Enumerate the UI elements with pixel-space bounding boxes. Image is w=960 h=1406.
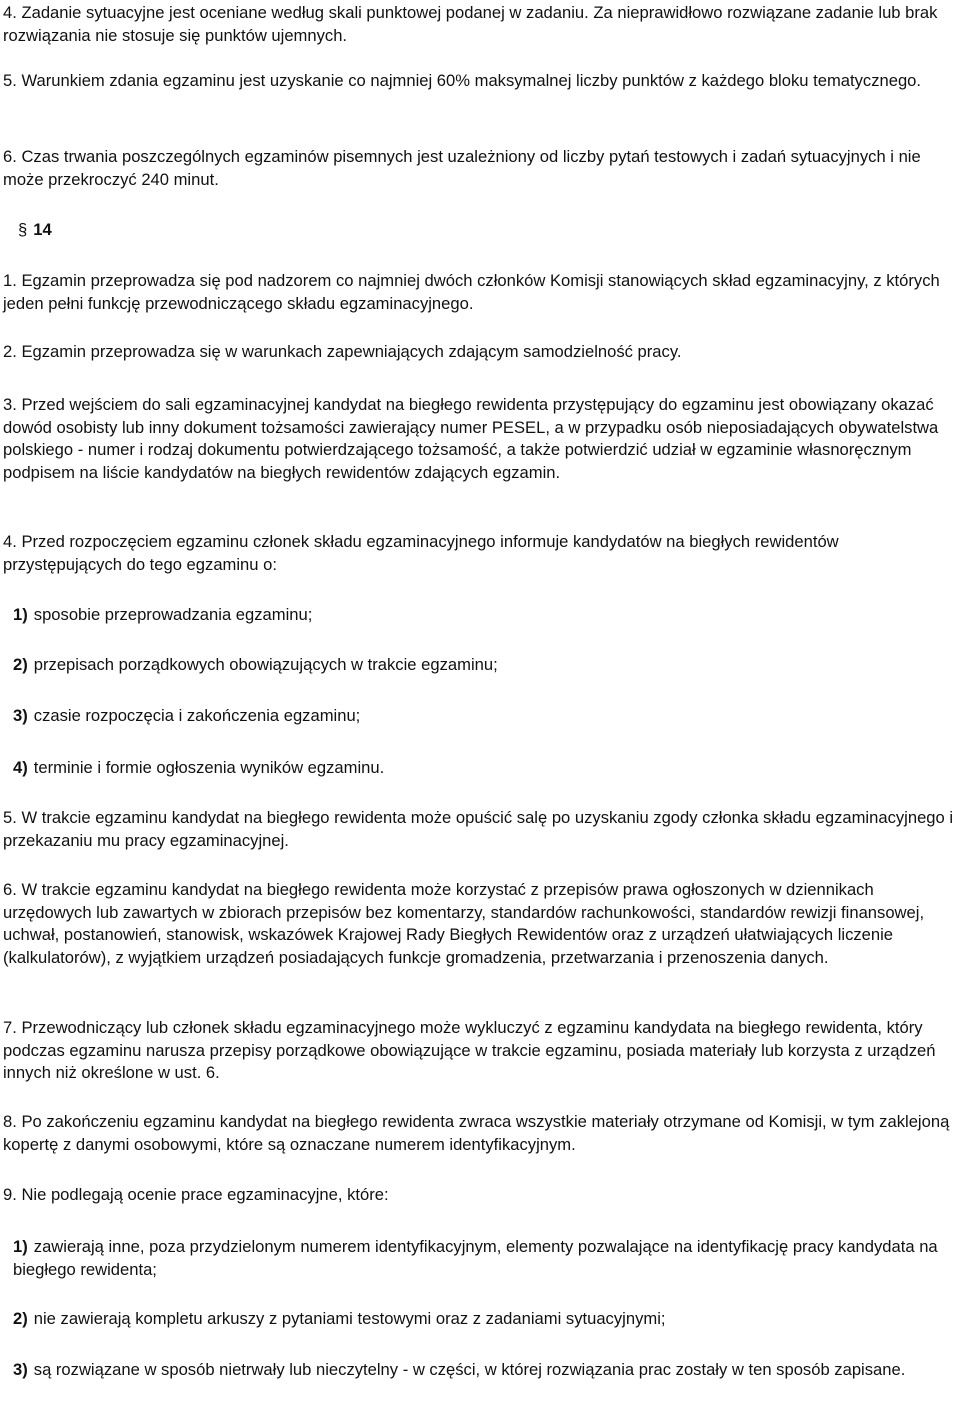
list-item-number: 3) [13, 706, 28, 725]
s14-paragraph-2: 2. Egzamin przeprowadza się w warunkach zapewniających zdającym samodzielność pracy. [3, 342, 682, 361]
list-item [13, 1359, 958, 1382]
section-symbol: § [18, 220, 28, 239]
list-item [13, 654, 498, 677]
list-item [13, 705, 360, 728]
s14-paragraph-3: 3. Przed wejściem do sali egzaminacyjnej kandydat na biegłego rewidenta przystępujący do egzaminu jest obowiązany okazać dowód osobisty lub inny dokument tożsamości zawierający numer PESEL, a w przypadku osób nieposiadających obywatelstwa polskiego - numer i rodzaj dokumentu potwierdzającego tożsamość, a także potwierdzić udział w egzaminie własnoręcznym podpisem na liście kandydatów na biegłych rewidentów zdających egzamin. [3, 395, 939, 482]
list-item-number: 1) [13, 1237, 28, 1256]
list-item-text: przepisach porządkowych obowiązujących w trakcie egzaminu; [33, 655, 498, 674]
list-item [13, 1308, 958, 1331]
s14-paragraph-4: 4. Przed rozpoczęciem egzaminu członek składu egzaminacyjnego informuje kandydatów na biegłych rewidentów przystępujących do tego egzaminu o: [3, 532, 839, 574]
list-item-text: sposobie przeprowadzania egzaminu; [33, 605, 313, 624]
list-item-text: czasie rozpoczęcia i zakończenia egzaminu; [33, 706, 361, 725]
section-number: 14 [33, 220, 52, 239]
list-item [13, 604, 312, 627]
s14-paragraph-9: 9. Nie podlegają ocenie prace egzaminacyjne, które: [3, 1185, 389, 1204]
list-item-number: 2) [13, 655, 28, 674]
list-item-text: nie zawierają kompletu arkuszy z pytaniami testowymi oraz z zadaniami sytuacyjnymi; [33, 1309, 666, 1328]
list-item-number: 2) [13, 1309, 28, 1328]
list-item-text: są rozwiązane w sposób nietrwały lub nieczytelny - w części, w której rozwiązania prac zostały w ten sposób zapisane. [33, 1360, 906, 1379]
list-item [13, 1236, 958, 1281]
paragraph-5: 5. Warunkiem zdania egzaminu jest uzyskanie co najmniej 60% maksymalnej liczby punktów z każdego bloku tematycznego. [3, 71, 922, 90]
list-item-number: 4) [13, 758, 28, 777]
list-item [13, 757, 384, 780]
section-heading-14 [16, 219, 52, 242]
s14-paragraph-6: 6. W trakcie egzaminu kandydat na biegłego rewidenta może korzystać z przepisów prawa ogłoszonych w dziennikach urzędowych lub zawartych w zbiorach przepisów bez komentarzy, standardów rachunkowości, standardów rewizji finansowej, uchwał, postanowień, stanowisk, wskazówek Krajowej Rady Biegłych Rewidentów oraz z urządzeń ułatwiających liczenie (kalkulatorów), z wyjątkiem urządzeń posiadających funkcje gromadzenia, przetwarzania i przenoszenia danych. [3, 880, 925, 967]
s14-paragraph-8: 8. Po zakończeniu egzaminu kandydat na biegłego rewidenta zwraca wszystkie materiały otrzymane od Komisji, w tym zaklejoną kopertę z danymi osobowymi, które są oznaczane numerem identyfikacyjnym. [3, 1112, 950, 1154]
paragraph-6: 6. Czas trwania poszczególnych egzaminów pisemnych jest uzależniony od liczby pytań testowych i zadań sytuacyjnych i nie może przekroczyć 240 minut. [3, 147, 921, 189]
list-item-text: zawierają inne, poza przydzielonym numerem identyfikacyjnym, elementy pozwalające na identyfikację pracy kandydata na biegłego rewidenta; [13, 1237, 938, 1279]
list-item-text: terminie i formie ogłoszenia wyników egzaminu. [33, 758, 385, 777]
list-item-number: 1) [13, 605, 28, 624]
s14-paragraph-1: 1. Egzamin przeprowadza się pod nadzorem co najmniej dwóch członków Komisji stanowiących skład egzaminacyjny, z których jeden pełni funkcję przewodniczącego składu egzaminacyjnego. [3, 271, 940, 313]
s14-paragraph-5: 5. W trakcie egzaminu kandydat na biegłego rewidenta może opuścić salę po uzyskaniu zgody członka składu egzaminacyjnego i przekazaniu mu pracy egzaminacyjnej. [3, 808, 954, 850]
paragraph-4: 4. Zadanie sytuacyjne jest oceniane według skali punktowej podanej w zadaniu. Za nieprawidłowo rozwiązane zadanie lub brak rozwiązania nie stosuje się punktów ujemnych. [3, 3, 938, 45]
s14-paragraph-7: 7. Przewodniczący lub członek składu egzaminacyjnego może wykluczyć z egzaminu kandydata na biegłego rewidenta, który podczas egzaminu narusza przepisy porządkowe obowiązujące w trakcie egzaminu, posiada materiały lub korzysta z urządzeń innych niż określone w ust. 6. [3, 1018, 936, 1082]
list-item-number: 3) [13, 1360, 28, 1379]
